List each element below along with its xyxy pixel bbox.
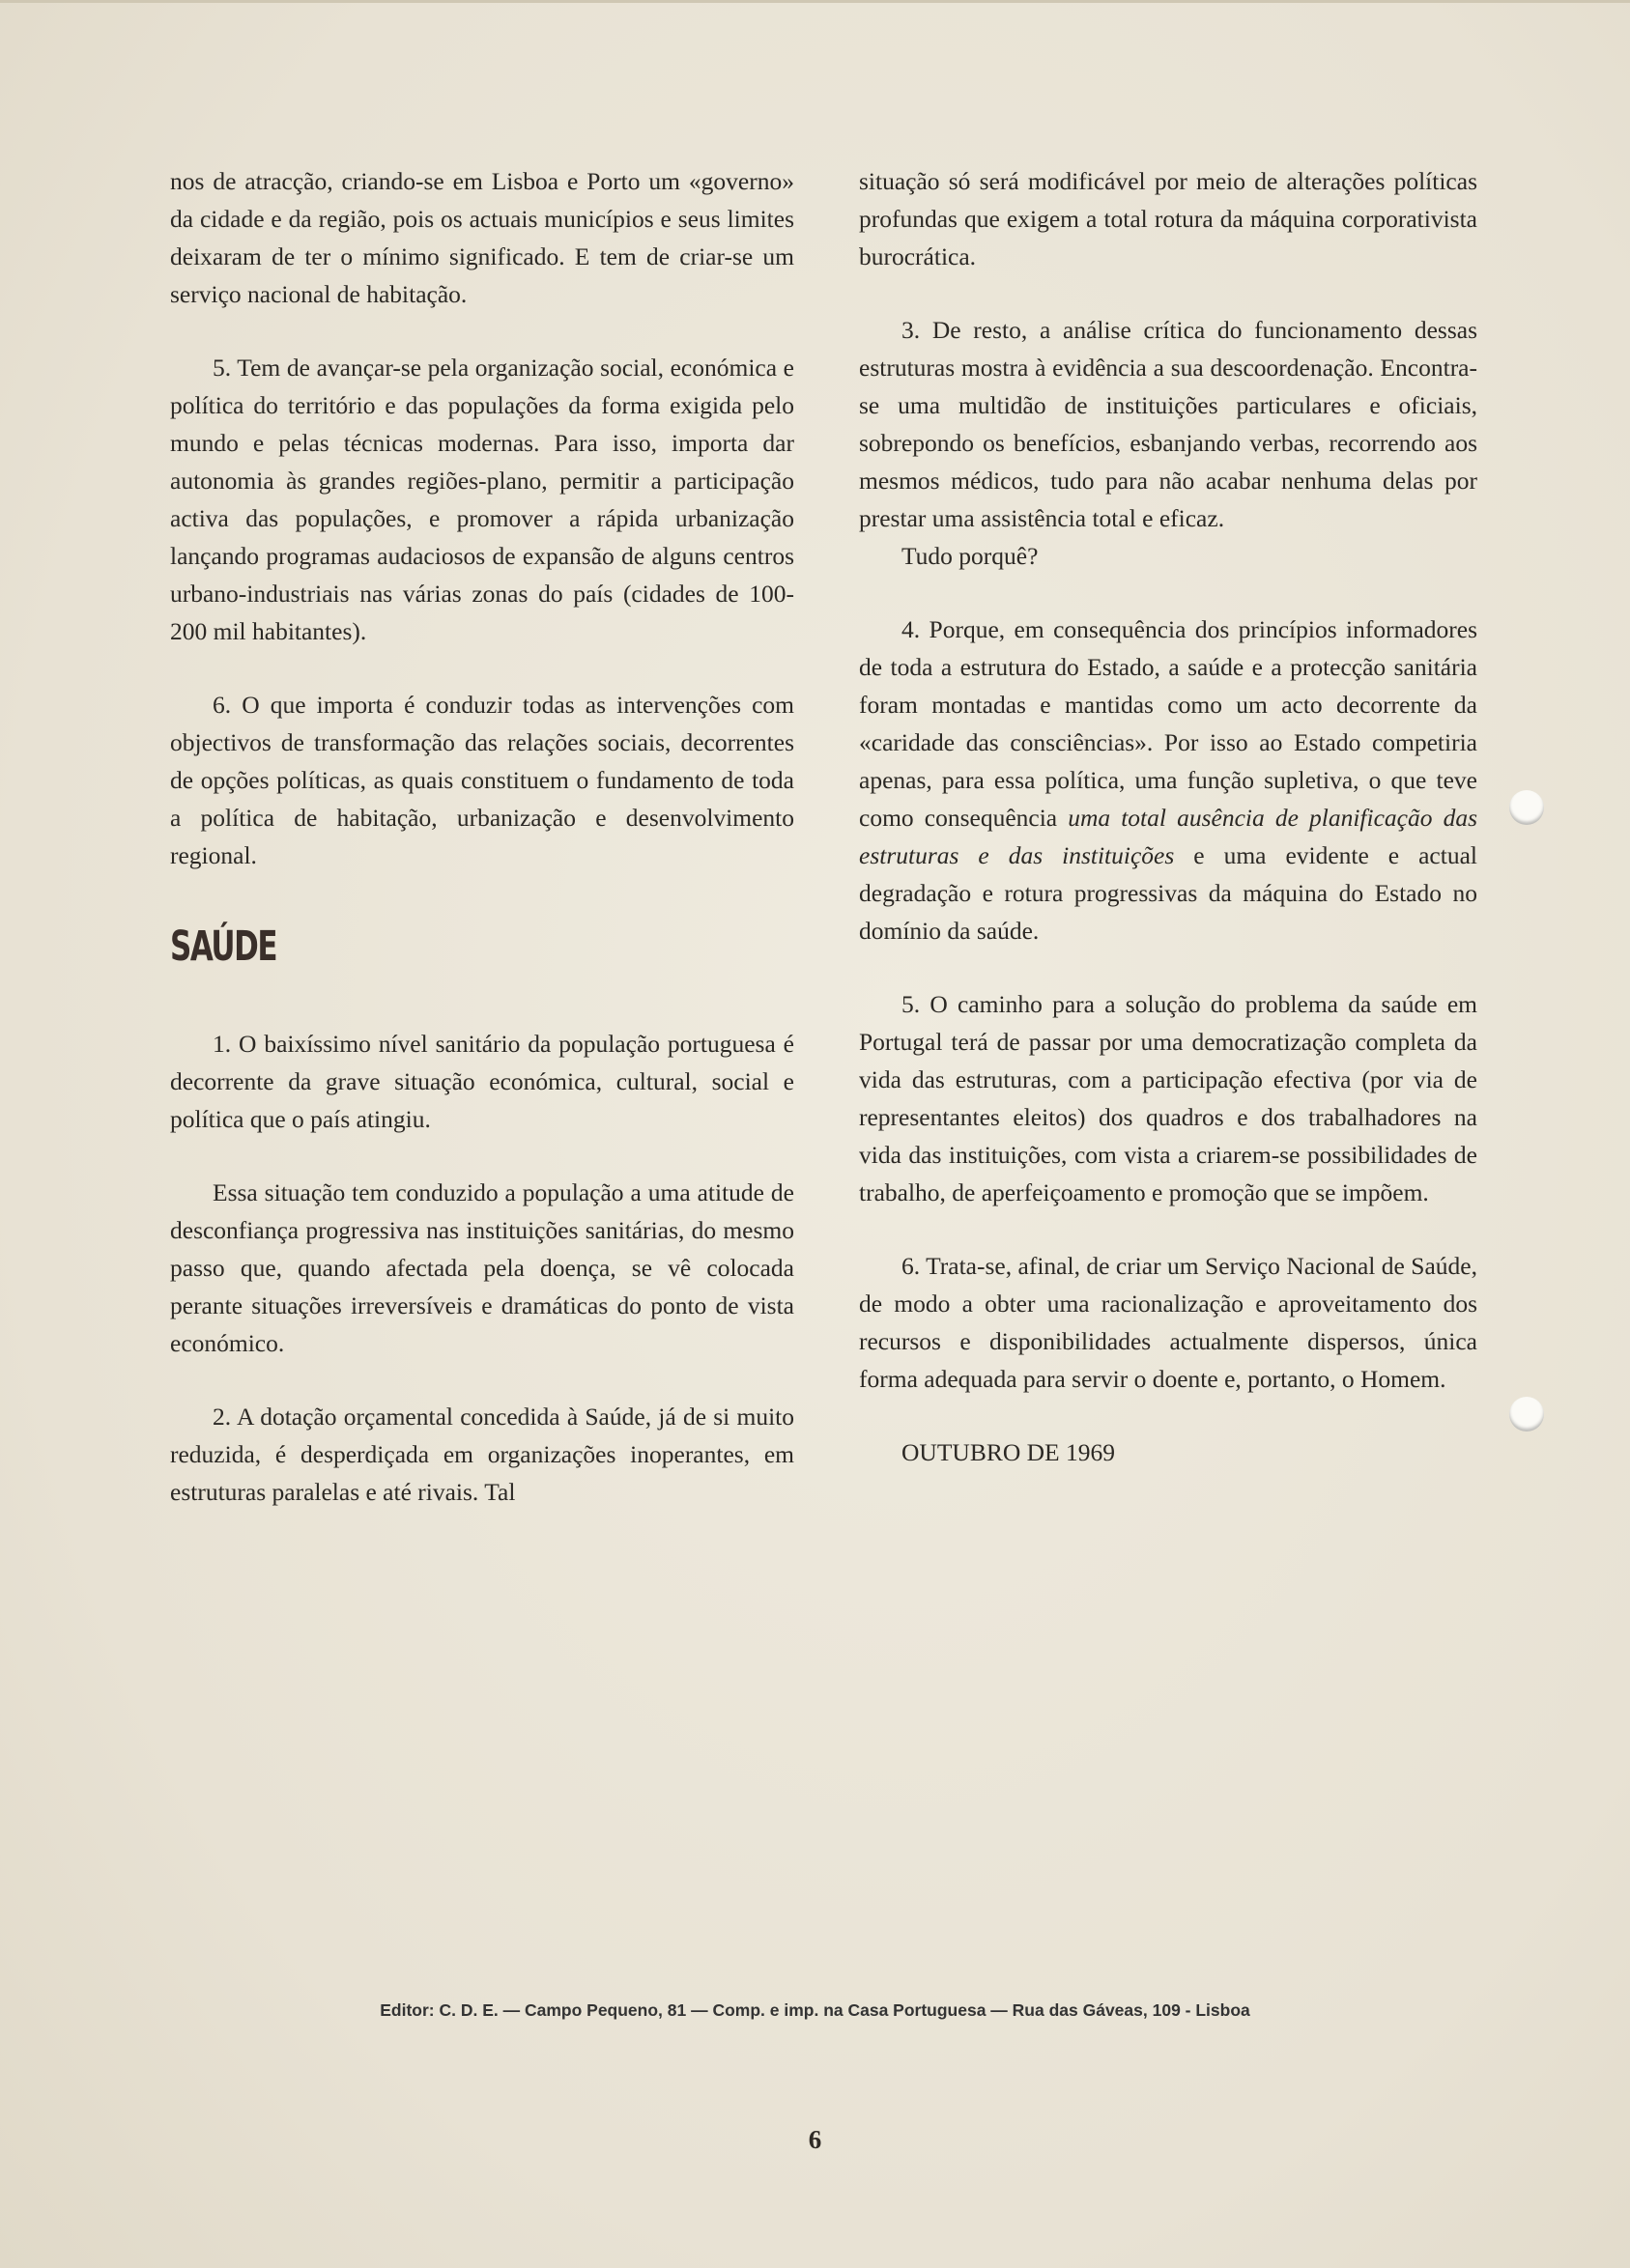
- page-edge: [0, 0, 1630, 3]
- paragraph: Essa situação tem conduzido a população a uma atitude de desconfiança progressiva nas instituições sanitárias, do mesmo passo que, quando afectada pela doença, se vê colocada perante situações irreversíveis e dramáticas do ponto de vista económico.: [170, 1178, 794, 1357]
- paragraph: 3. De resto, a análise crítica do funcionamento dessas estruturas mostra à evidência a sua descoordenação. Encontra-se uma multidão de instituições particulares e oficiais, sobrepondo os benefícios, esbanjando verbas, recorrendo aos mesmos médicos, tudo para não acabar nenhuma delas por prestar uma assistência total e eficaz.: [859, 316, 1477, 532]
- paragraph-text: e uma evidente e actual degradação e rotura progressivas da máquina do Estado no domínio da saúde.: [859, 841, 1477, 945]
- date-line: OUTUBRO DE 1969: [901, 1438, 1115, 1466]
- paragraph: 1. O baixíssimo nível sanitário da população portuguesa é decorrente da grave situação económica, cultural, social e política que o país atingiu.: [170, 1030, 794, 1133]
- paragraph: [859, 610, 1477, 950]
- paragraph: 5. O caminho para a solução do problema da saúde em Portugal terá de passar por uma democratização completa da vida das estruturas, com a participação efectiva (por via de representantes eleitos) dos quadros e dos trabalhadores na vida das instituições, com vista a criarem-se possibilidades de trabalho, de aperfeiçoamento e promoção que se impõem.: [859, 990, 1477, 1206]
- paragraph: 6. O que importa é conduzir todas as intervenções com objectivos de transformação das relações sociais, decorrentes de opções políticas, as quais constituem o fundamento de toda a política de habitação, urbanização e desenvolvimento regional.: [170, 691, 794, 869]
- paragraph: 6. Trata-se, afinal, de criar um Serviço Nacional de Saúde, de modo a obter uma racionalização e aproveitamento dos recursos e disponibilidades actualmente dispersos, única forma adequada para servir o doente e, portanto, o Homem.: [859, 1252, 1477, 1393]
- right-column: [859, 162, 1477, 1507]
- section-heading: SAÚDE: [170, 922, 277, 971]
- punch-hole: [1509, 790, 1544, 825]
- punch-hole: [1509, 1397, 1544, 1432]
- paragraph: situação só será modificável por meio de alterações políticas profundas que exigem a total rotura da máquina corporativista burocrática.: [859, 167, 1477, 270]
- paragraph-text: 4. Porque, em consequência dos princípios informadores de toda a estrutura do Estado, a saúde e a protecção sanitária foram montadas e mantidas como um acto decorrente da «caridade das consciências». Por isso ao Estado competiria apenas, para essa política, uma função supletiva, o que teve como consequência: [859, 615, 1477, 832]
- paragraph: 2. A dotação orçamental concedida à Saúde, já de si muito reduzida, é desperdiçada em organizações inoperantes, em estruturas paralelas e até rivais. Tal: [170, 1403, 794, 1506]
- publisher-footer: Editor: C. D. E. — Campo Pequeno, 81 — Comp. e imp. na Casa Portuguesa — Rua das Gáveas, 109 - Lisboa: [380, 2000, 1250, 2020]
- emphasis-text: uma total ausência de planificação das estruturas e das instituições: [859, 804, 1477, 869]
- paragraph: nos de atracção, criando-se em Lisboa e Porto um «governo» da cidade e da região, pois os actuais municípios e seus limites deixaram de ter o mínimo significado. E tem de criar-se um serviço nacional de habitação.: [170, 167, 794, 308]
- page-number: 6: [808, 2125, 822, 2154]
- paragraph: 5. Tem de avançar-se pela organização social, económica e política do território e das populações da forma exigida pelo mundo e pelas técnicas modernas. Para isso, importa dar autonomia às grandes regiões-plano, permitir a participação activa das populações, e promover a rápida urbanização lançando programas audaciosos de expansão de alguns centros urbano-industriais nas várias zonas do país (cidades de 100-200 mil habitantes).: [170, 354, 794, 645]
- left-column: [170, 162, 794, 1546]
- paragraph: Tudo porquê?: [901, 542, 1039, 570]
